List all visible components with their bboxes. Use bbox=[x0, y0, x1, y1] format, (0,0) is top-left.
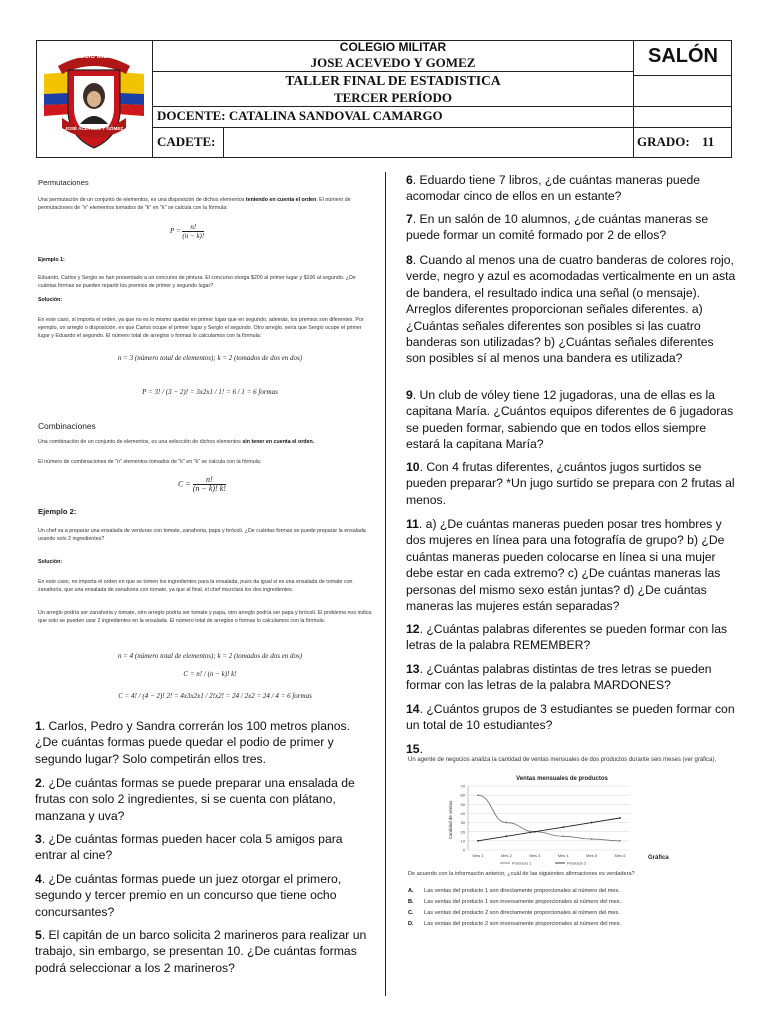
solution2-title bbox=[38, 558, 62, 566]
header-divider bbox=[152, 106, 732, 107]
combination-formula: C = $\frac{n!}{(n - k)! k!}$ bbox=[178, 475, 226, 493]
question-number: 1 bbox=[35, 719, 42, 733]
question-number: 14 bbox=[406, 702, 420, 716]
question-2 bbox=[35, 775, 375, 824]
sales-chart bbox=[440, 772, 680, 868]
comb-formula-lhs: C bbox=[178, 479, 184, 489]
chart-y-tick-label: 60 bbox=[460, 792, 465, 798]
period-title: TERCER PERÍODO bbox=[333, 90, 453, 105]
example1-solution: En este caso, sí importa el orden, ya que no es lo mismo quedar en primer lugar que en segundo, además, los premios son diferentes. Por ejemplo, un arreglo o disposición, es que Carlos ocupe el primer lugar y Sergio el segundo. Otro arreglo, sería que Sergio ocupe el primer lugar y Eduardo el segundo. El número total de arreglos o formas lo calculamos con la fórmula: bbox=[38, 317, 364, 340]
perm-def-bold: teniendo en cuenta el orden bbox=[245, 197, 317, 203]
question-number: 11 bbox=[406, 517, 419, 531]
example2-solution-a: En este caso, no importa el orden en que se tomen los ingredientes para la ensalada, pues da igual si es una ensalada de tomate con zanahoria, que una ensalada de zanahoria con tomate, ya que al final, el chef mezclará los dos ingredientes. bbox=[38, 579, 353, 594]
chart-point bbox=[562, 835, 564, 837]
grade-value: 11 bbox=[702, 134, 715, 149]
question-number: 13 bbox=[406, 662, 420, 676]
chart-point bbox=[477, 794, 479, 796]
cadet-label: CADETE: bbox=[157, 134, 216, 149]
example2-calc: C = 4! / (4 − 2)! 2! = 4x3x2x1 / 2!x2! = 24 / 2x2 = 24 / 4 = 6 formas bbox=[118, 692, 312, 700]
comb-def-a: Una combinación de un conjunto de elementos, es una selección de dichos elementos bbox=[38, 439, 243, 445]
chart-y-ticks bbox=[461, 784, 466, 853]
question-number: 5 bbox=[35, 928, 42, 942]
question-14 bbox=[406, 701, 736, 734]
combinations-formula-intro: El número de combinaciones de "n" elementos tomados de "k" en "k" se calcula con la fórmula: bbox=[38, 459, 262, 465]
sol1-title-text: Solución: bbox=[38, 297, 63, 303]
permutations-definition bbox=[38, 196, 374, 212]
question-text: . ¿Cuántas palabras diferentes se pueden formar con las letras de la palabra REMEMBER? bbox=[406, 622, 728, 653]
chart-y-tick-label: 30 bbox=[460, 820, 465, 826]
example1-values: n = 3 (número total de elementos); k = 2 (tomados de dos en dos) bbox=[117, 354, 303, 362]
q15-option-b[interactable] bbox=[408, 899, 621, 905]
question-9 bbox=[406, 387, 736, 453]
question-text: . Un club de vóley tiene 12 jugadoras, una de ellas es la capitana María. ¿Cuántos equipos diferentes de 6 jugadoras se pueden formar, sabiendo que en todos ellos siempre estará la capitana María? bbox=[406, 388, 734, 452]
chart-caption: Gráfica bbox=[648, 855, 669, 861]
chart-y-label: Cantidad de ventas bbox=[448, 800, 453, 840]
comb-def-bold: sin tener en cuenta el orden. bbox=[242, 439, 315, 445]
comb-formula-num: n! bbox=[193, 476, 226, 485]
school-logo bbox=[40, 44, 148, 154]
chart-point bbox=[562, 826, 564, 828]
question-11 bbox=[406, 516, 736, 614]
question-number: 15 bbox=[406, 742, 420, 756]
question-12 bbox=[406, 621, 736, 654]
question-6 bbox=[406, 172, 736, 205]
chart-legend-label: Producto 1 bbox=[512, 860, 532, 866]
chart-legend-label: Producto 2 bbox=[567, 860, 587, 866]
question-number: 12 bbox=[406, 622, 420, 636]
chart-x-tick-label: Mes 5 bbox=[586, 853, 598, 858]
chart-x-tick-label: Mes 3 bbox=[529, 853, 541, 858]
q15-intro: Un agente de negocios analiza la cantidad de ventas mensuales de dos productos durante seis meses (ver gráfica). bbox=[408, 757, 717, 763]
school-crest-icon bbox=[40, 44, 148, 154]
question-text: . ¿De cuántas formas puede un juez otorgar el primero, segundo y tercer premio en un concurso que tiene ocho concursantes? bbox=[35, 872, 342, 919]
option-text: Las ventas del producto 2 son inversamente proporcionales al número del mes. bbox=[424, 921, 622, 927]
option-letter: A. bbox=[408, 888, 414, 894]
question-15 bbox=[406, 741, 736, 757]
option-letter: C. bbox=[408, 910, 414, 916]
question-7 bbox=[406, 211, 736, 244]
chart-point bbox=[591, 822, 593, 824]
chart-legend bbox=[500, 861, 587, 866]
question-number: 4 bbox=[35, 872, 42, 886]
example1-text: Eduardo, Carlos y Sergio se han presentado a un concurso de pintura. El concurso otorga $200 al primer lugar y $100 al segundo. ¿De cuántas formas se pueden repartir los premios de primer y segundo lugar? bbox=[38, 275, 356, 290]
question-number: 8 bbox=[406, 253, 413, 267]
header-divider bbox=[152, 71, 634, 72]
question-text: . En un salón de 10 alumnos, ¿de cuántas maneras se puede formar un comité formado por 2 de ellos? bbox=[406, 212, 709, 243]
ex1-title-text: Ejemplo 1: bbox=[38, 257, 65, 263]
chart-point bbox=[506, 835, 508, 837]
perm-def-a: Una permutación de un conjunto de elementos, es una disposición de dichos elementos bbox=[38, 197, 246, 203]
header-divider bbox=[152, 127, 732, 128]
question-3 bbox=[35, 831, 375, 864]
question-number: 6 bbox=[406, 173, 413, 187]
chart-point bbox=[477, 840, 479, 842]
chart-x-tick-label: Mes 1 bbox=[472, 853, 484, 858]
option-text: Las ventas del producto 2 son directamente proporcionales al número del mes. bbox=[424, 910, 620, 916]
comb-formula-fraction bbox=[193, 476, 226, 493]
chart-x-tick-label: Mes 6 bbox=[614, 853, 626, 858]
school-name-line2: JOSE ACEVEDO Y GOMEZ bbox=[310, 55, 476, 70]
chart-y-tick-label: 10 bbox=[460, 838, 465, 844]
sol2-title-text: Solución: bbox=[38, 559, 63, 565]
question-text: . bbox=[419, 742, 423, 756]
ex2-title-text: Ejemplo 2: bbox=[38, 507, 77, 516]
example1-calc: P = 3! / (3 − 2)! = 3x2x1 / 1! = 6 / 1 = 6 formas bbox=[142, 388, 278, 396]
perm-formula-den: (n − k)! bbox=[182, 232, 205, 240]
question-text: . Con 4 frutas diferentes, ¿cuántos jugos surtidos se pueden preparar? *Un jugo surtido se prepara con 2 frutas al menos. bbox=[406, 460, 735, 507]
chart-point bbox=[591, 838, 593, 840]
perm-formula-lhs: P bbox=[170, 227, 175, 236]
question-text: . Eduardo tiene 7 libros, ¿de cuántas maneras puede acomodar cinco de ellos en un estante? bbox=[406, 173, 701, 204]
teacher-name: DOCENTE: CATALINA SANDOVAL CAMARGO bbox=[157, 108, 443, 123]
workshop-title: TALLER FINAL DE ESTADISTICA bbox=[285, 73, 501, 88]
cadet-name-field[interactable] bbox=[226, 129, 631, 156]
chart-point bbox=[534, 831, 536, 833]
option-letter: D. bbox=[408, 921, 414, 927]
chart-series-line-producto-2 bbox=[478, 818, 620, 841]
q15-option-a[interactable] bbox=[408, 888, 620, 894]
perm-formula-fraction bbox=[182, 223, 204, 240]
permutation-formula: P = $\frac{n!}{(n - k)!}$ bbox=[170, 223, 205, 240]
question-text: . El capitán de un barco solicita 2 marineros para realizar un trabajo, sin embargo, se presentan 10. ¿De cuántas formas podrá seleccionar a los 2 marineros? bbox=[35, 928, 367, 975]
question-number: 2 bbox=[35, 776, 42, 790]
q15-option-c[interactable] bbox=[408, 910, 620, 916]
permutations-title: Permutaciones bbox=[38, 178, 89, 187]
room-field[interactable] bbox=[636, 78, 730, 105]
question-text: . ¿Cuántos grupos de 3 estudiantes se pueden formar con un total de 10 estudiantes? bbox=[406, 702, 735, 733]
chart-title: Ventas mensuales de productos bbox=[516, 776, 608, 782]
chart-x-tick-label: Mes 2 bbox=[500, 853, 512, 858]
chart-x-tick-label: Mes 4 bbox=[557, 853, 569, 858]
chart-y-tick-label: 70 bbox=[460, 783, 465, 789]
question-number: 9 bbox=[406, 388, 413, 402]
header-divider bbox=[633, 75, 732, 76]
school-name-line1: COLEGIO MILITAR bbox=[339, 40, 447, 54]
comb-formula-den: (n − k)! k! bbox=[192, 484, 226, 493]
chart-series-line-producto-1 bbox=[478, 795, 620, 841]
chart-y-tick-label: 20 bbox=[460, 829, 465, 835]
example2-text: Un chef va a preparar una ensalada de verduras con tomate, zanahoria, papa y brócoli. ¿De cuántas formas se puede preparar la ensalada usando solo 2 ingredientes? bbox=[38, 528, 366, 543]
grade-label: GRADO: bbox=[637, 134, 690, 149]
chart-point bbox=[506, 822, 508, 824]
room-label: SALÓN bbox=[648, 45, 718, 67]
question-text: . Cuando al menos una de cuatro banderas de colores rojo, verde, negro y azul es acomodadas verticalmente en un asta de bandera, el resultado indica una señal (o mensaje). Arreglos diferentes proporcionan señales diferentes. a) ¿Cuántas señales diferentes son posibles si las cuatro banderas son utilizadas? b) ¿Cuántas señales diferentes son posibles sí al menos una bandera es utilizada? bbox=[406, 253, 736, 366]
combinations-definition bbox=[38, 438, 374, 446]
solution1-title bbox=[38, 296, 62, 304]
question-text: . ¿De cuántas formas se puede preparar una ensalada de frutas con solo 2 ingredientes, si se cuenta con plátano, manzana y uva? bbox=[35, 776, 355, 823]
chart-gridlines bbox=[468, 786, 630, 850]
question-5 bbox=[35, 927, 375, 976]
question-number: 3 bbox=[35, 832, 42, 846]
chart-y-tick-label: 50 bbox=[460, 801, 465, 807]
combinations-title: Combinaciones bbox=[38, 421, 96, 431]
perm-formula-num: n! bbox=[182, 223, 204, 232]
chart-y-tick-label: 0 bbox=[462, 847, 465, 853]
example2-title bbox=[38, 507, 76, 516]
chart-point bbox=[619, 817, 621, 819]
example1-title bbox=[38, 256, 65, 264]
question-1 bbox=[35, 718, 375, 767]
example2-solution-b: Un arreglo podría ser zanahoria y tomate, otro arreglo podría ser tomate y papa, otro arreglo podría ser papa y brócoli. El problema nos indica que solo se pueden usar 2 ingredientes en la ensalada. El número total de arreglos o formas lo calculamos con la fórmula: bbox=[38, 610, 372, 625]
question-8 bbox=[406, 252, 736, 367]
chart-y-tick-label: 40 bbox=[460, 811, 465, 817]
column-divider bbox=[385, 172, 386, 996]
example2-values: n = 4 (número total de elementos); k = 2 (tomados de dos en dos) bbox=[117, 652, 303, 660]
perm-def-b: . El número de permutaciones de "n" elementos tomados de "k" en "k" se calcula con la fórmula: bbox=[38, 197, 351, 212]
question-13 bbox=[406, 661, 736, 694]
chart-point bbox=[619, 840, 621, 842]
example2-formula: C = n! / (n − k)! k! bbox=[183, 670, 237, 678]
q15-option-d[interactable] bbox=[408, 921, 621, 927]
question-4 bbox=[35, 871, 375, 920]
question-text: . a) ¿De cuántas maneras pueden posar tres hombres y dos mujeres en línea para una fotografía de grupo? b) ¿De cuántas maneras pueden colocarse en línea si una mujer debe estar en cada extremo? c) ¿De cuántas maneras las personas del mismo sexo están juntas? d) ¿De cuántas maneras las mujeres están separadas? bbox=[406, 517, 725, 614]
option-text: Las ventas del producto 1 son inversamente proporcionales al número del mes. bbox=[424, 899, 622, 905]
question-number: 10 bbox=[406, 460, 420, 474]
question-text: . Carlos, Pedro y Sandra correrán los 100 metros planos. ¿De cuántas formas puede quedar el podio de primer y segundo lugar? Solo competirán ellos tres. bbox=[35, 719, 351, 766]
question-text: . ¿De cuántas formas pueden hacer cola 5 amigos para entrar al cine? bbox=[35, 832, 343, 863]
chart-x-ticks bbox=[473, 853, 627, 858]
option-letter: B. bbox=[408, 899, 414, 905]
q15-question: De acuerdo con la información anterior, ¿cuál de las siguientes afirmaciones es verdadera? bbox=[408, 871, 635, 877]
question-text: . ¿Cuántas palabras distintas de tres letras se pueden formar con las letras de la palabra MARDONES? bbox=[406, 662, 712, 693]
logo-text-top: COLEGIO MILITAR bbox=[67, 54, 121, 60]
question-number: 7 bbox=[406, 212, 413, 226]
question-10 bbox=[406, 459, 736, 508]
option-text: Las ventas del producto 1 son directamente proporcionales al número del mes. bbox=[424, 888, 620, 894]
header-divider bbox=[223, 127, 224, 158]
chart-series bbox=[477, 794, 621, 842]
logo-text-bottom: JOSÉ ACEVEDO Y GÓMEZ bbox=[64, 126, 124, 131]
